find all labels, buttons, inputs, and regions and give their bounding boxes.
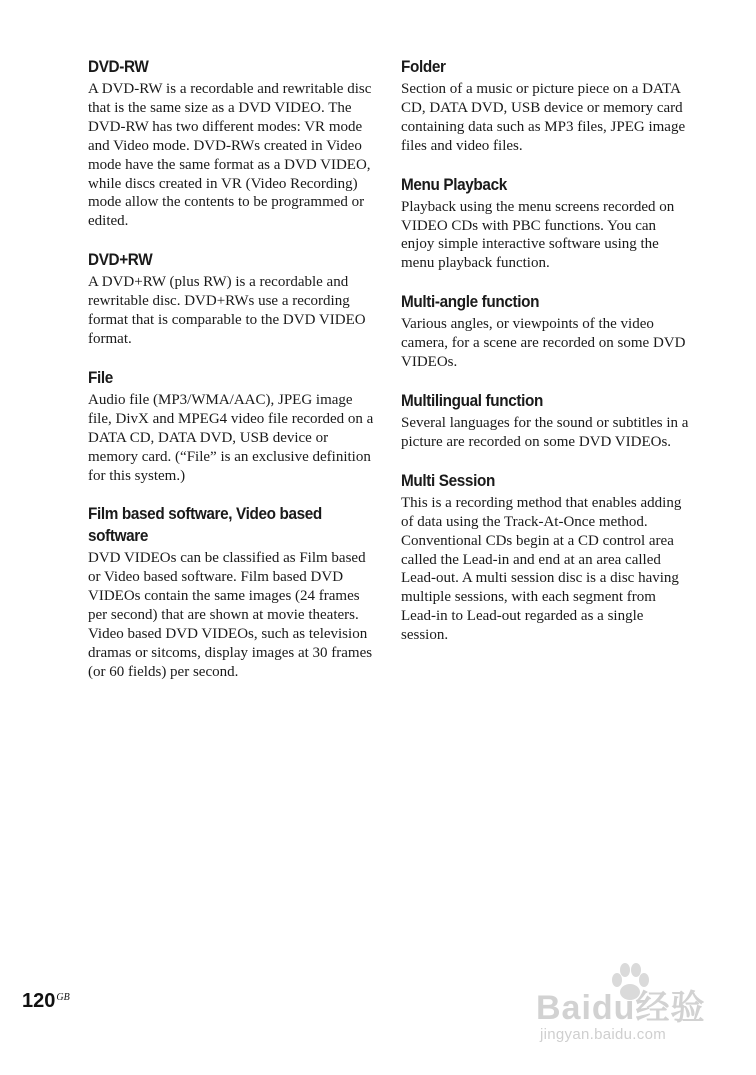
term-heading: Menu Playback xyxy=(401,174,507,194)
page-number-value: 120 xyxy=(22,990,56,1012)
term-definition: A DVD+RW (plus RW) is a recordable and rewritable disc. DVD+RWs use a recording format that is comparable to the DVD VIDEO format. xyxy=(88,274,366,347)
glossary-entry-multi-session xyxy=(401,470,691,645)
term-heading: Film based software, Video based software xyxy=(88,504,322,546)
glossary-entry-dvd-plus-rw xyxy=(88,249,374,349)
glossary-entry-menu-playback xyxy=(401,174,691,274)
term-definition: This is a recording method that enables adding of data using the Track-At-Once method. Conventional CDs begin at a CD control area called the Lead-in and end at an area called Lead-out. A multi session disc is a disc having multiple sessions, with each segment from Lead-in to Lead-out regarded as a single session. xyxy=(401,494,682,644)
term-heading: File xyxy=(88,367,113,387)
glossary-right-column xyxy=(401,56,691,663)
term-definition: Various angles, or viewpoints of the video camera, for a scene are recorded on some DVD VIDEOs. xyxy=(401,316,686,371)
term-heading: Folder xyxy=(401,57,446,76)
watermark-brand: Baidu经验 xyxy=(536,989,706,1027)
term-heading: Multilingual function xyxy=(401,390,544,410)
page-number-suffix: GB xyxy=(56,992,70,1003)
glossary-left-column xyxy=(88,56,374,700)
term-definition: A DVD-RW is a recordable and rewritable disc that is the same size as a DVD VIDEO. The DVD-RW has two different modes: VR mode and Video mode. DVD-RWs created in Video mode have the same format as a DVD VIDEO, while discs created in VR (Video Recording) mode allow the contents to be programmed or edited. xyxy=(88,81,372,230)
page-number xyxy=(22,990,70,1013)
term-heading: DVD+RW xyxy=(88,250,153,270)
glossary-entry-multilingual xyxy=(401,390,691,452)
term-heading: Multi-angle function xyxy=(401,292,540,312)
term-definition: Playback using the menu screens recorded on VIDEO CDs with PBC functions. You can enjoy simple interactive software using the menu playback function. xyxy=(401,198,675,272)
term-definition: DVD VIDEOs can be classified as Film based or Video based software. Film based DVD VIDEOs contain the same images (24 frames per second) that are shown at movie theaters. Video based DVD VIDEOs, such as television dramas or sitcoms, display images at 30 frames (or 60 fields) per second. xyxy=(88,550,373,680)
glossary-entry-file xyxy=(88,367,374,486)
glossary-entry-film-video-software xyxy=(88,503,374,681)
glossary-entry-multi-angle xyxy=(401,291,691,372)
term-definition: Section of a music or picture piece on a DATA CD, DATA DVD, USB device or memory card containing data such as MP3 files, JPEG image files and video files. xyxy=(401,81,686,154)
baidu-watermark xyxy=(530,960,730,1060)
glossary-entry-folder xyxy=(401,56,691,156)
term-definition: Several languages for the sound or subtitles in a picture are recorded on some DVD VIDEOs. xyxy=(401,414,689,450)
glossary-entry-dvd-rw xyxy=(88,56,374,231)
term-definition: Audio file (MP3/WMA/AAC), JPEG image file, DivX and MPEG4 video file recorded on a DATA CD, DATA DVD, USB device or memory card. (“File” is an exclusive definition for this system.) xyxy=(88,391,374,484)
term-heading: DVD-RW xyxy=(88,57,149,76)
watermark-url: jingyan.baidu.com xyxy=(540,1026,667,1043)
term-heading: Multi Session xyxy=(401,470,495,490)
